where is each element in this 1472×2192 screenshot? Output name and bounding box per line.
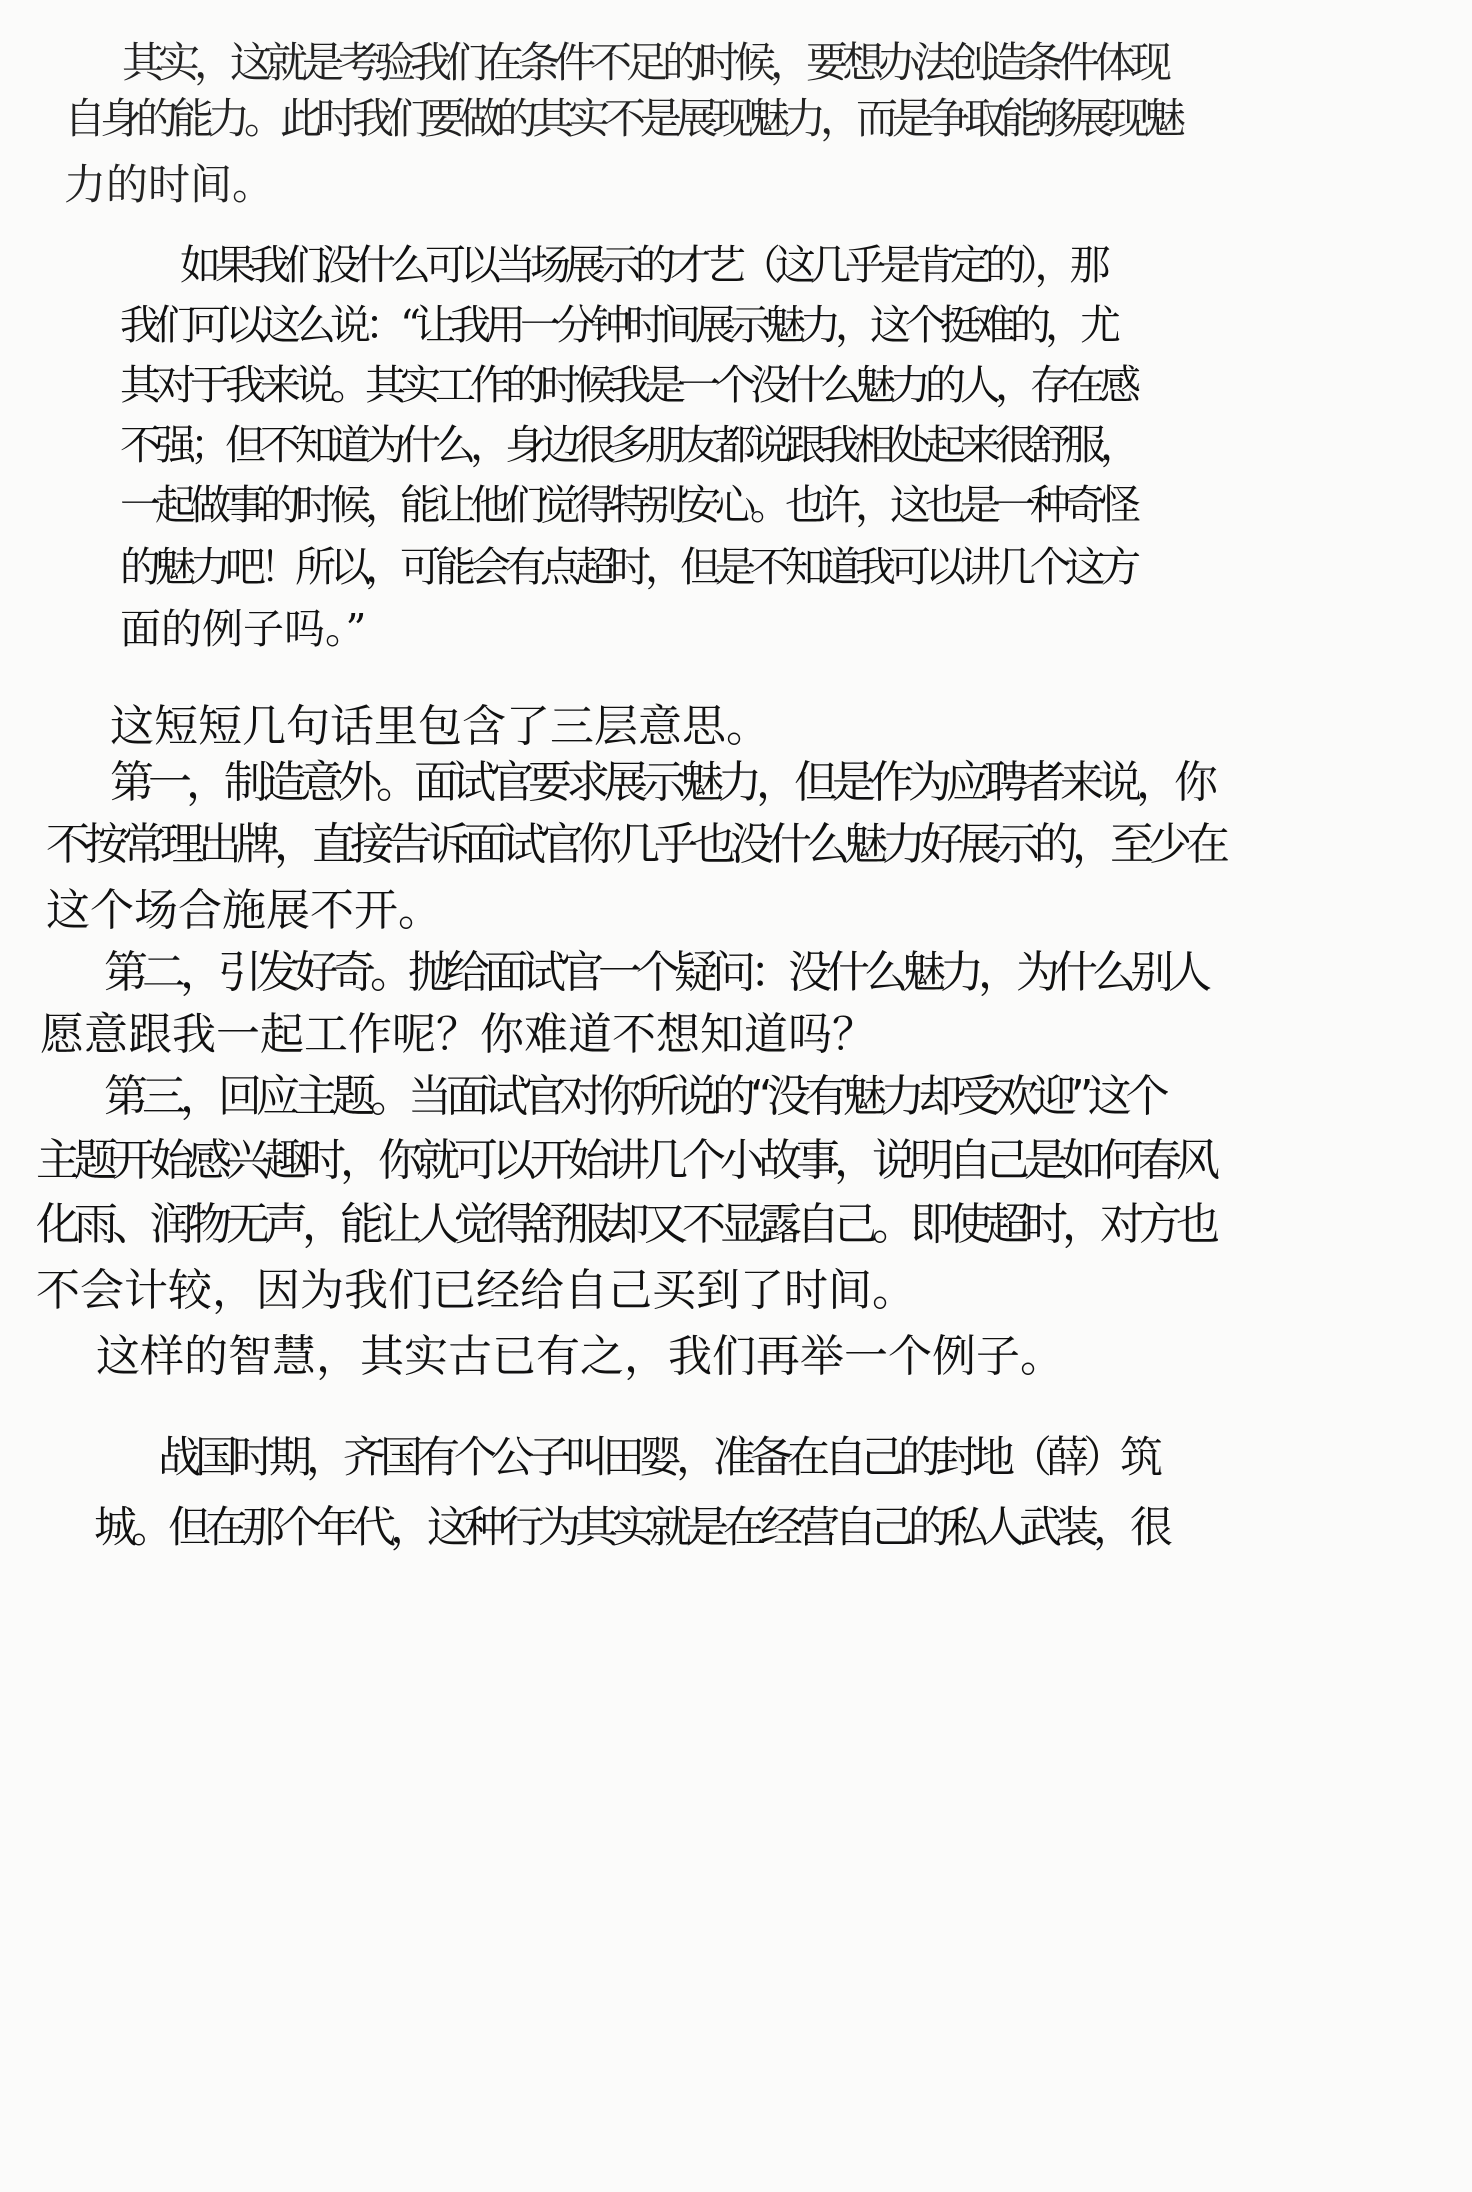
text-line: 第一，制造意外。面试官要求展示魅力，但是作为应聘者来说，你 [110, 757, 1212, 808]
text-line: 愿意跟我一起工作呢？你难道不想知道吗？ [40, 1009, 876, 1060]
text-line: 不会计较，因为我们已经给自己买到了时间。 [36, 1265, 916, 1316]
text-line: 力的时间。 [64, 160, 275, 209]
text-line: 面的例子吗。” [120, 605, 367, 653]
text-line: 第三，回应主题。当面试官对你所说的“没有魅力却受欢迎”这个 [104, 1071, 1164, 1122]
text-line: 第二，引发好奇。抛给面试官一个疑问：没什么魅力，为什么别人 [104, 947, 1206, 998]
text-line: 不强；但不知道为什么，身边很多朋友都说跟我相处起来很舒服， [120, 421, 1135, 469]
text-line: 如果我们没什么可以当场展示的才艺（这几乎是肯定的），那 [180, 241, 1105, 289]
text-line: 这短短几句话里包含了三层意思。 [110, 701, 770, 752]
text-line: 这样的智慧，其实古已有之，我们再举一个例子。 [96, 1331, 1064, 1382]
text-line: 战国时期，齐国有个公子叫田婴，准备在自己的封地（薛）筑 [158, 1433, 1157, 1483]
text-line: 一起做事的时候，能让他们觉得特别安心。也许，这也是一种奇怪 [120, 481, 1135, 529]
text-line: 我们可以这么说：“让我用一分钟时间展示魅力，这个挺难的，尤 [120, 301, 1115, 349]
text-line: 的魅力吧！所以，可能会有点超时，但是不知道我可以讲几个这方 [120, 543, 1135, 591]
text-line: 城。但在那个年代，这种行为其实就是在经营自己的私人武装，很 [94, 1503, 1167, 1553]
text-line: 其对于我来说。其实工作的时候我是一个没什么魅力的人，存在感 [120, 361, 1135, 409]
text-line: 其实，这就是考验我们在条件不足的时候，要想办法创造条件体现 [122, 38, 1167, 87]
text-line: 主题开始感兴趣时，你就可以开始讲几个小故事，说明自己是如何春风 [36, 1135, 1214, 1186]
text-line: 这个场合施展不开。 [46, 885, 442, 936]
text-line: 不按常理出牌，直接告诉面试官你几乎也没什么魅力好展示的，至少在 [46, 819, 1224, 870]
text-line: 自身的能力。此时我们要做的其实不是展现魅力，而是争取能够展现魅 [64, 94, 1181, 143]
text-line: 化雨、润物无声，能让人觉得舒服却又不显露自己。即使超时，对方也 [36, 1199, 1214, 1250]
